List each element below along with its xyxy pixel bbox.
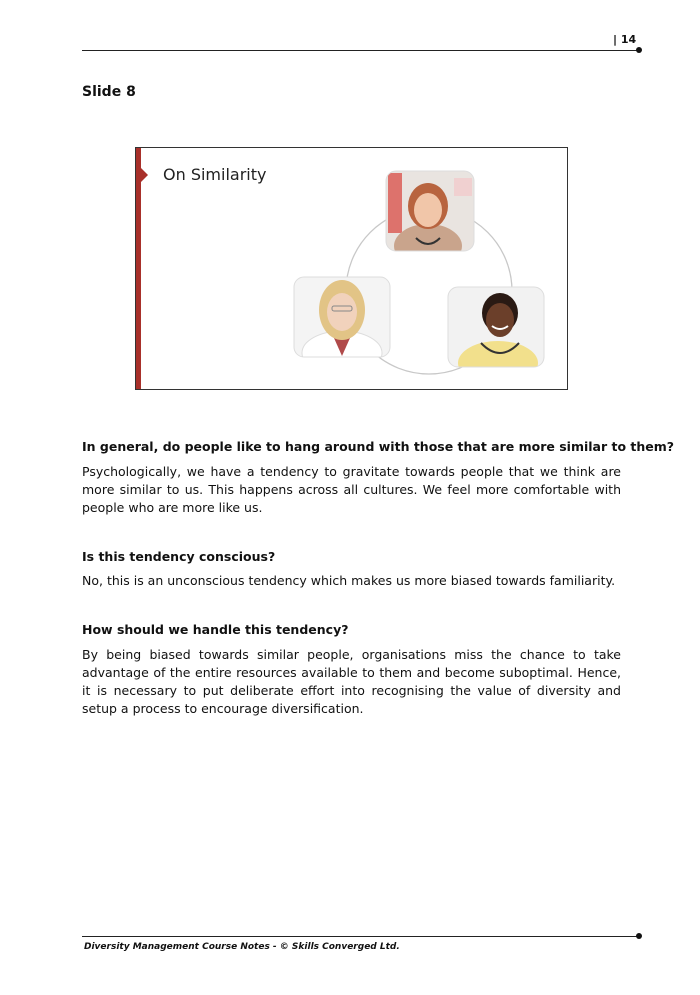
answer-1: Psychologically, we have a tendency to gravitate towards people that we think are more similar to us. This happens across all cultures. We feel more comfortable with people who are more like us.: [82, 464, 621, 515]
woman-portrait-left: [294, 277, 390, 375]
woman-portrait-top: [386, 171, 474, 268]
slide-title: On Similarity: [163, 165, 267, 184]
question-3: How should we handle this tendency?: [82, 622, 349, 637]
footer-text: Diversity Management Course Notes - © Skills Converged Ltd.: [84, 942, 400, 952]
header-rule: [82, 50, 638, 51]
question-2: Is this tendency conscious?: [82, 549, 276, 564]
footer-rule: [82, 936, 638, 937]
question-1: In general, do people like to hang around with those that are more similar to them?: [82, 439, 675, 454]
slide-label: Slide 8: [82, 84, 136, 100]
slide-illustration: [136, 148, 569, 391]
answer-2: No, this is an unconscious tendency which makes us more biased towards familiarity.: [82, 573, 616, 588]
page-number: | 14: [613, 33, 637, 46]
header-rule-dot: [636, 47, 642, 53]
footer-rule-dot: [636, 933, 642, 939]
slide-thumbnail: [135, 147, 568, 390]
woman-portrait-right: [448, 287, 544, 385]
answer-3: By being biased towards similar people, organisations miss the chance to take advantage of the entire resources available to them and become suboptimal. Hence, it is necessary to put deliberate effort into recognising the value of diversity and setup a process to encourage diversification.: [82, 647, 621, 716]
